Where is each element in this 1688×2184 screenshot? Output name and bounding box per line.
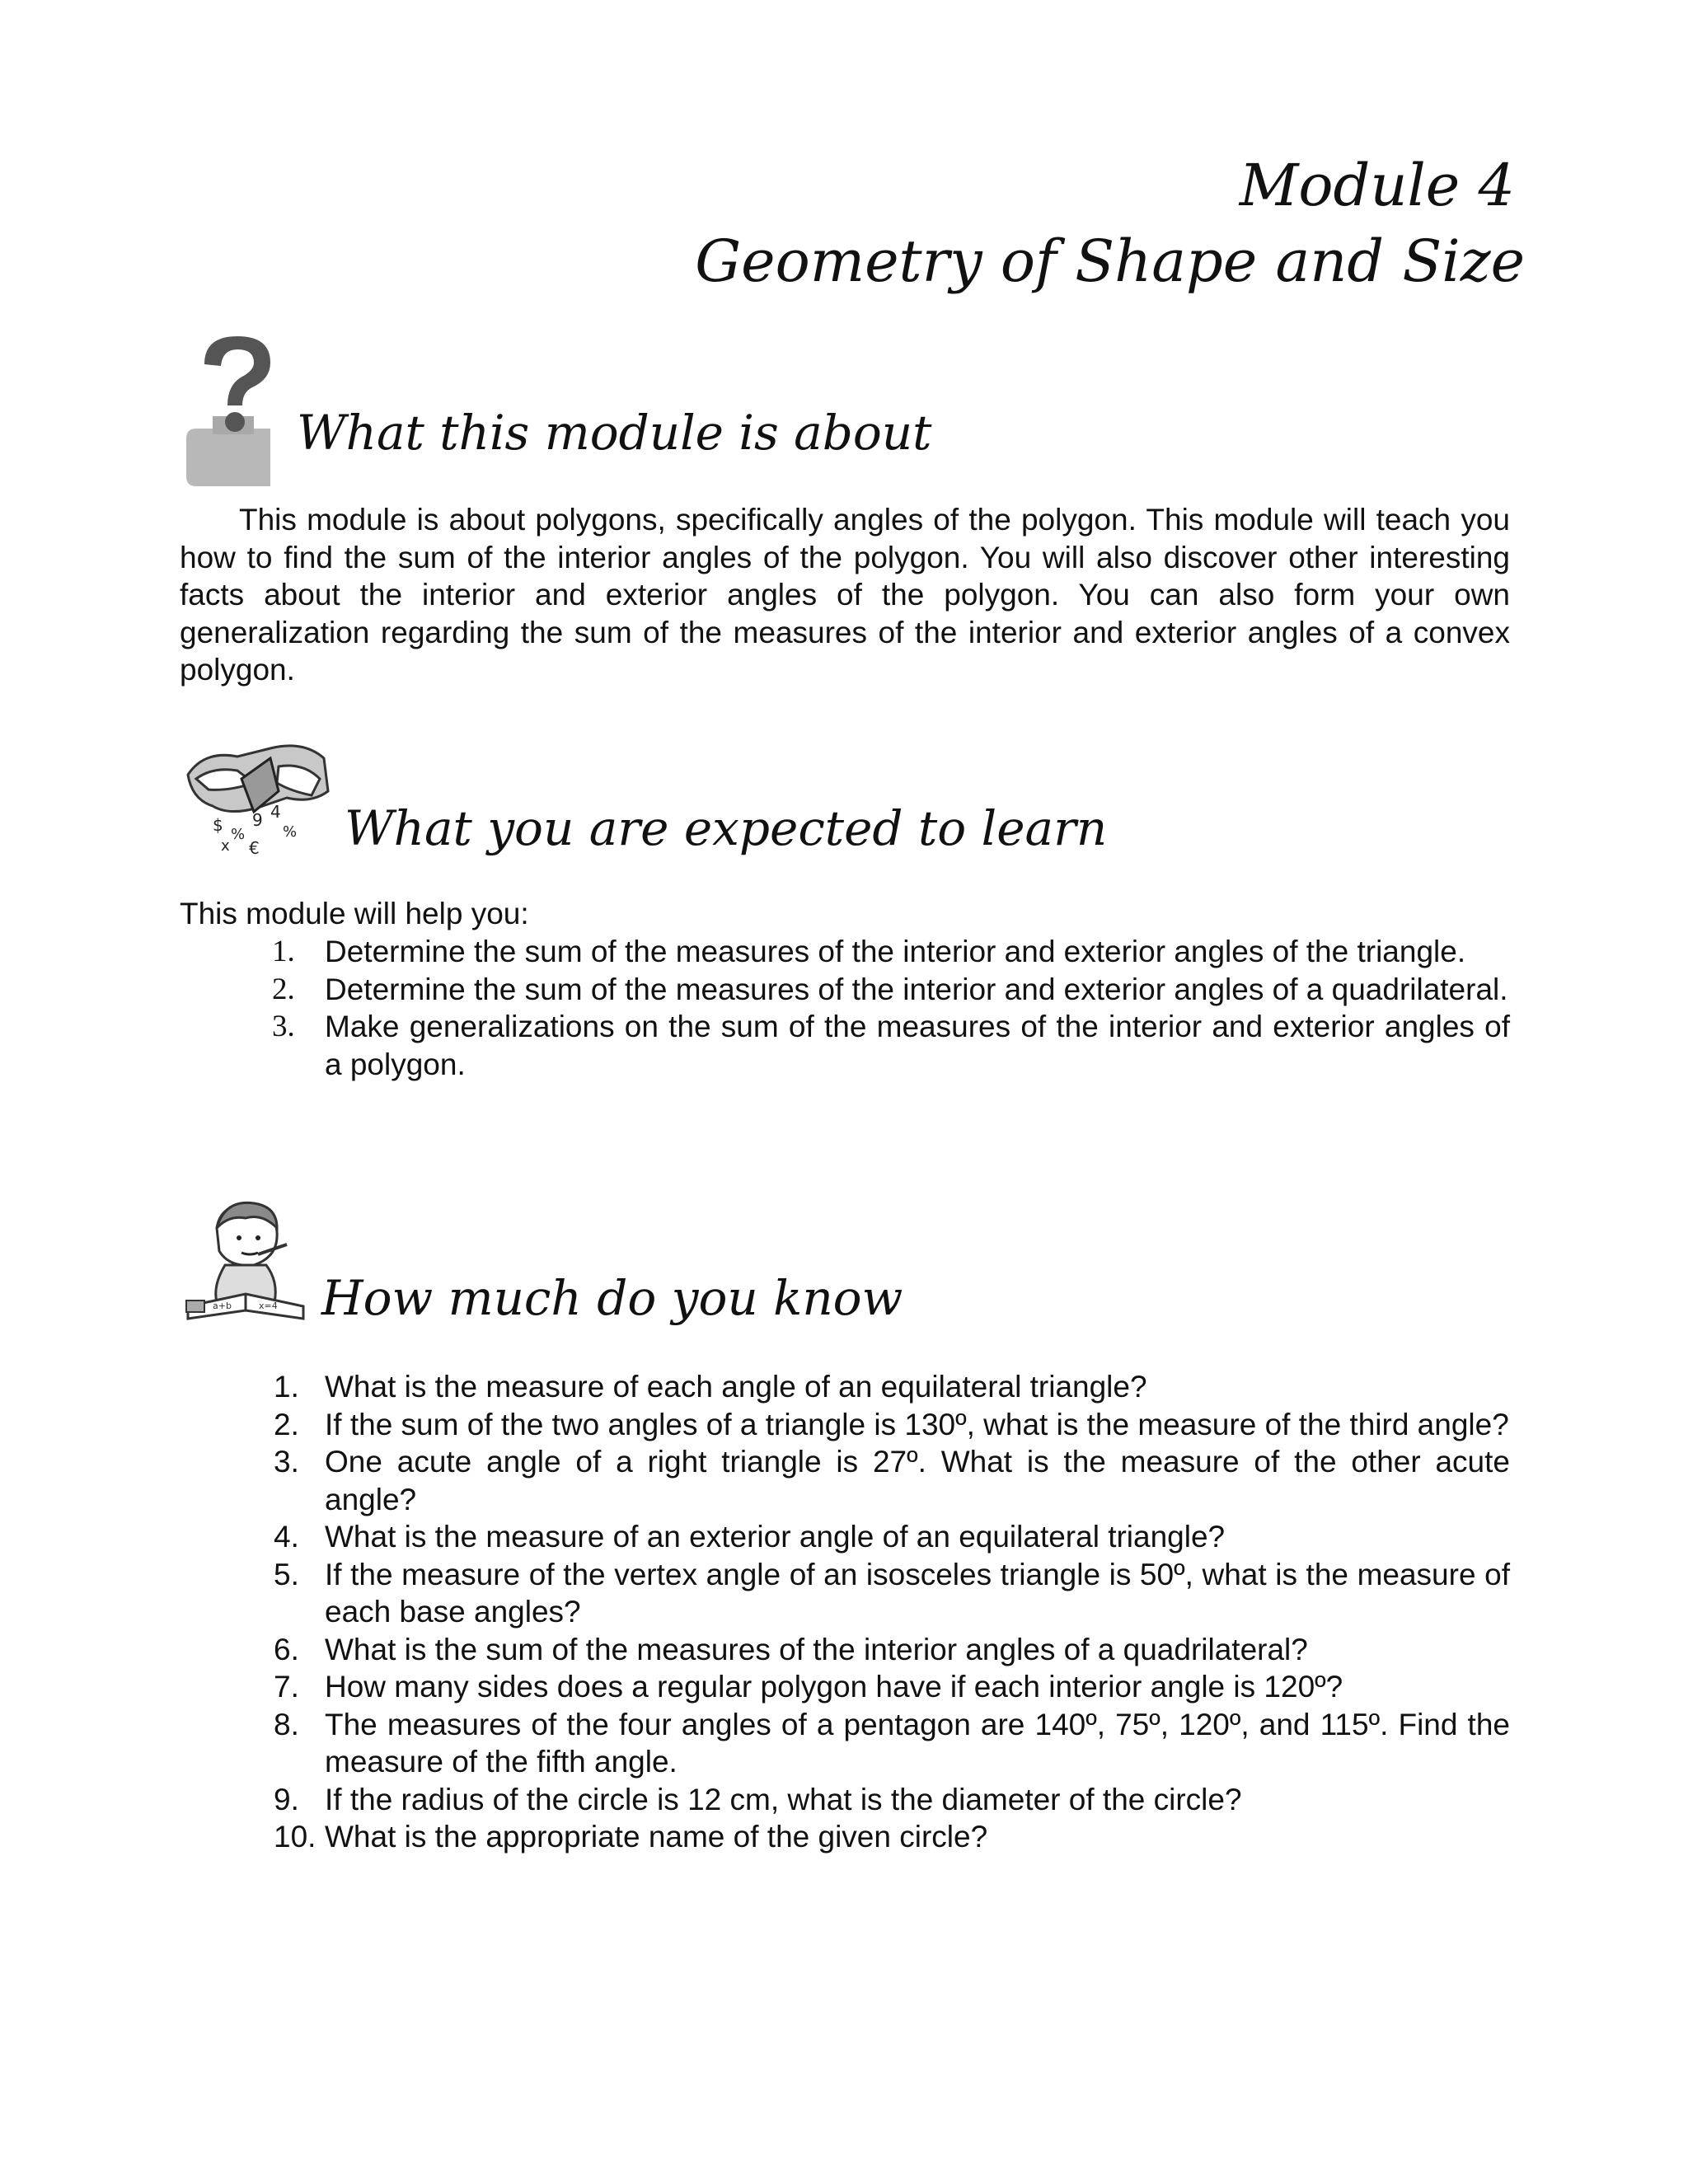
item-text: What is the appropriate name of the given circle? <box>325 1820 988 1854</box>
svg-text:x: x <box>221 837 230 855</box>
list-item <box>272 971 1510 1009</box>
svg-text:9: 9 <box>252 810 263 830</box>
learn-intro: This module will help you: <box>180 897 529 930</box>
section-heading-about: What this module is about <box>297 405 932 461</box>
svg-text:x=4: x=4 <box>259 1301 278 1311</box>
item-number: 10. <box>274 1820 316 1854</box>
item-text: What is the sum of the measures of the interior angles of a quadrilateral? <box>325 1632 1308 1666</box>
section-heading-know: How much do you know <box>321 1270 903 1326</box>
item-number: 1. <box>274 1370 299 1404</box>
module-title: Geometry of Shape and Size <box>695 227 1525 295</box>
list-item <box>274 1518 1510 1556</box>
item-text: The measures of the four angles of a pentagon are 140º, 75º, 120º, and 115º. Find the measure of the fifth angle. <box>325 1707 1510 1779</box>
list-item <box>272 933 1510 971</box>
list-item <box>274 1818 1510 1856</box>
questions-list <box>274 1368 1510 1856</box>
item-text: If the radius of the circle is 12 cm, what is the diameter of the circle? <box>325 1782 1242 1816</box>
item-number: 6. <box>274 1632 299 1666</box>
list-item <box>274 1443 1510 1518</box>
hands-with-math-symbols-icon <box>180 733 336 857</box>
list-item <box>274 1706 1510 1781</box>
item-number: 7. <box>274 1670 299 1704</box>
item-number: 1. <box>272 935 295 968</box>
item-text: If the measure of the vertex angle of an isosceles triangle is 50º, what is the measure of each base angles? <box>325 1557 1510 1629</box>
item-number: 3. <box>274 1445 299 1479</box>
module-label: Module 4 <box>1239 152 1515 219</box>
item-number: 2. <box>274 1407 299 1441</box>
item-text: What is the measure of each angle of an equilateral triangle? <box>325 1370 1147 1404</box>
item-text: Determine the sum of the measures of the interior and exterior angles of a quadrilateral. <box>325 972 1508 1006</box>
list-item <box>274 1668 1510 1706</box>
objectives-list <box>272 933 1510 1083</box>
item-number: 2. <box>272 972 295 1006</box>
list-item <box>274 1781 1510 1819</box>
question-mark-icon <box>180 330 291 486</box>
svg-text:a+b: a+b <box>213 1301 232 1311</box>
item-text: What is the measure of an exterior angle of an equilateral triangle? <box>325 1520 1226 1554</box>
item-number: 4. <box>274 1520 299 1554</box>
svg-text:€: € <box>249 838 260 857</box>
list-item <box>274 1631 1510 1669</box>
list-item <box>272 1008 1510 1083</box>
section-heading-learn: What you are expected to learn <box>345 800 1108 856</box>
list-item <box>274 1406 1510 1444</box>
item-text: Determine the sum of the measures of the interior and exterior angles of the triangle. <box>325 935 1466 968</box>
svg-text:4: 4 <box>270 802 281 822</box>
item-number: 3. <box>272 1010 295 1043</box>
svg-text:$: $ <box>213 815 223 835</box>
item-text: Make generalizations on the sum of the measures of the interior and exterior angles of a polygon. <box>325 1010 1510 1081</box>
about-paragraph: This module is about polygons, specifically angles of the polygon. This module will teach you how to find the sum of the interior angles of the polygon. You will also discover other interesting facts about the interior and exterior angles of the polygon. You can also form your own generalization regarding the sum of the measures of the interior and exterior angles of a convex polygon. <box>180 503 1510 687</box>
item-text: If the sum of the two angles of a triangle is 130º, what is the measure of the third angle? <box>325 1407 1509 1441</box>
svg-text:%: % <box>231 826 246 843</box>
item-number: 5. <box>274 1557 299 1591</box>
item-number: 9. <box>274 1782 299 1816</box>
item-text: How many sides does a regular polygon have if each interior angle is 120º? <box>325 1670 1343 1704</box>
list-item <box>274 1556 1510 1631</box>
student-thinking-icon <box>180 1195 312 1327</box>
list-item <box>274 1368 1510 1406</box>
item-text: One acute angle of a right triangle is 27º. What is the measure of the other acute angle? <box>325 1445 1510 1516</box>
svg-text:%: % <box>283 823 298 841</box>
item-number: 8. <box>274 1707 299 1741</box>
